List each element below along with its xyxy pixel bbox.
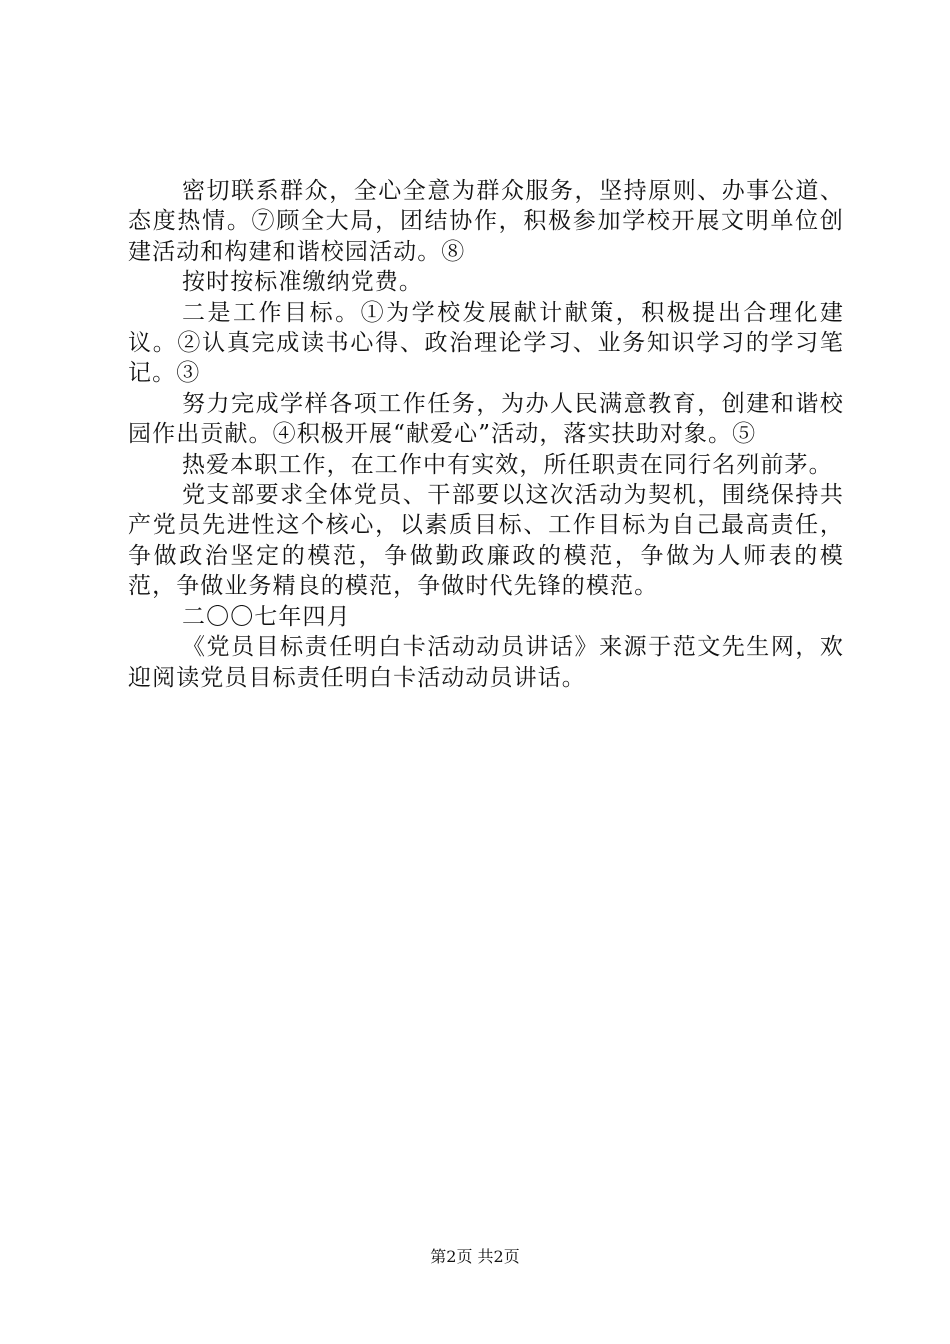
paragraph-4: 努力完成学样各项工作任务，为办人民满意教育，创建和谐校园作出贡献。④积极开展“献爱心”活动，落实扶助对象。⑤ bbox=[128, 390, 844, 448]
paragraph-3: 二是工作目标。①为学校发展献计献策，积极提出合理化建议。②认真完成读书心得、政治理论学习、业务知识学习的学习笔记。③ bbox=[128, 299, 844, 387]
document-body bbox=[128, 176, 844, 693]
source-note: 《党员目标责任明白卡活动动员讲话》来源于范文先生网，欢迎阅读党员目标责任明白卡活动动员讲话。 bbox=[128, 634, 844, 691]
page-footer: 第2页 共2页 bbox=[430, 1247, 520, 1266]
paragraph-6: 党支部要求全体党员、干部要以这次活动为契机，围绕保持共产党员先进性这个核心，以素质目标、工作目标为自己最高责任，争做政治坚定的模范，争做勤政廉政的模范，争做为人师表的模范，争做业务精良的模范，争做时代先锋的模范。 bbox=[128, 482, 844, 600]
paragraph-1: 密切联系群众，全心全意为群众服务，坚持原则、办事公道、态度热情。⑦顾全大局，团结协作，积极参加学校开展文明单位创建活动和构建和谐校园活动。⑧ bbox=[128, 178, 844, 265]
paragraph-2: 按时按标准缴纳党费。 bbox=[182, 269, 423, 296]
paragraph-5: 热爱本职工作，在工作中有实效，所任职责在同行名列前茅。 bbox=[182, 451, 833, 478]
date-line: 二〇〇七年四月 bbox=[182, 603, 351, 630]
